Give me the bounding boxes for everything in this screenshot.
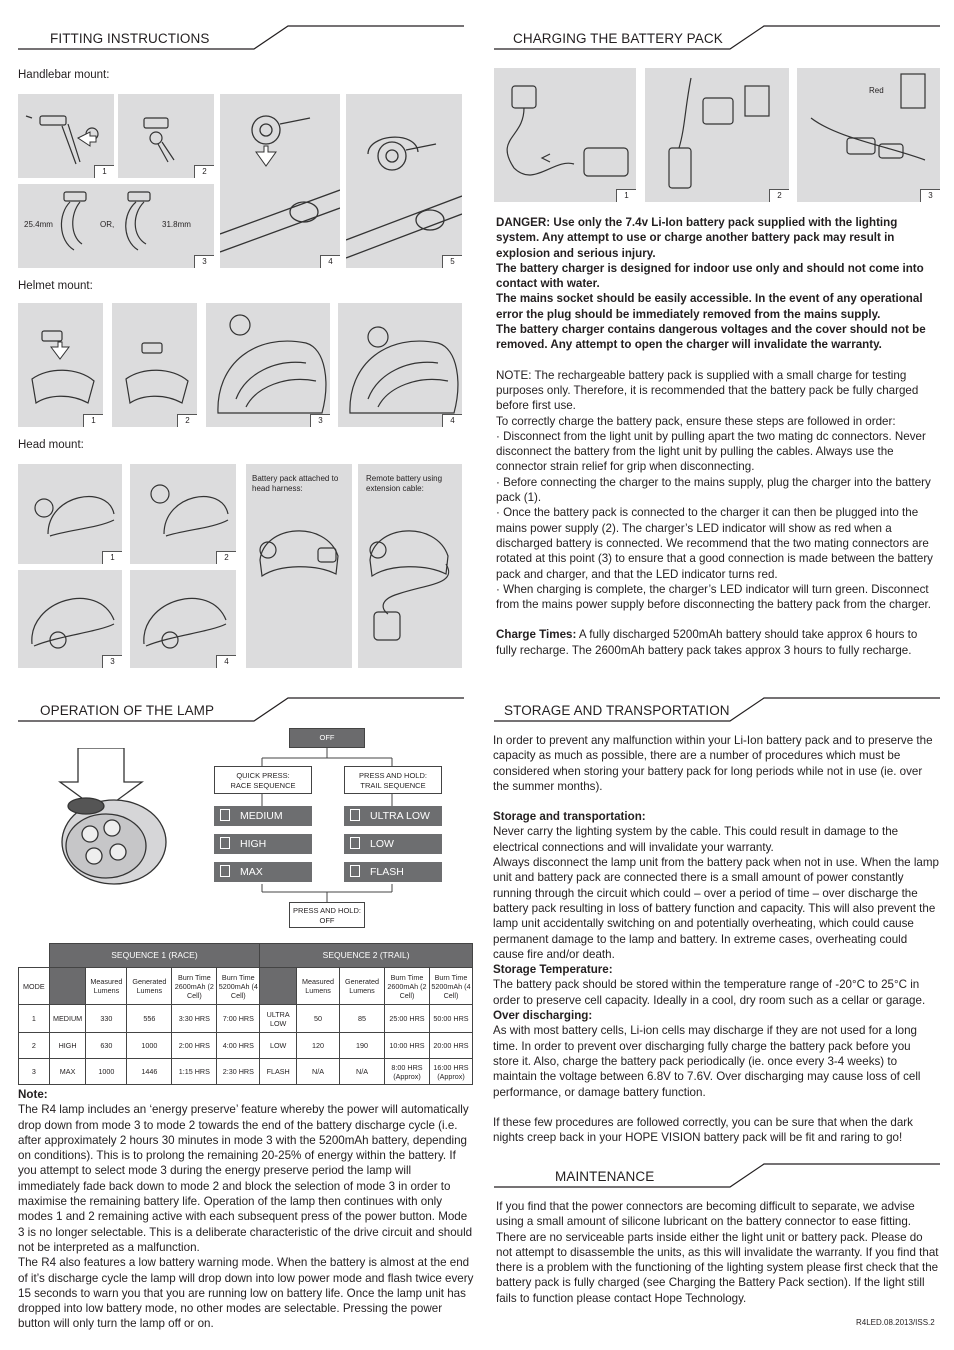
table-cell: 85 xyxy=(340,1005,385,1033)
step-number: 3 xyxy=(920,189,940,202)
storage-subtitle: Storage and transportation: xyxy=(493,810,646,824)
battery-attached-caption: Battery pack attached to head harness: xyxy=(252,474,339,493)
table-cell: 7:00 HRS xyxy=(217,1005,260,1033)
size-label-25: 25.4mm xyxy=(24,220,53,229)
column-header: Generated Lumens xyxy=(340,968,385,1005)
press-icon xyxy=(350,865,360,877)
column-header: Burn Time 2600mAh (2 Cell) xyxy=(172,968,217,1005)
size-label-or: OR, xyxy=(100,220,115,229)
mode-medium: MEDIUM xyxy=(214,806,312,826)
press-icon xyxy=(220,837,230,849)
handlebar-step-1-image xyxy=(18,94,114,178)
table-cell: 50 xyxy=(297,1005,340,1033)
table-cell: 3 xyxy=(19,1059,50,1085)
table-cell: 190 xyxy=(340,1033,385,1059)
mode-high: HIGH xyxy=(214,834,312,854)
table-cell: 1:15 HRS xyxy=(172,1059,217,1085)
column-header: Burn Time 5200mAh (4 Cell) xyxy=(429,968,472,1005)
step-number: 1 xyxy=(102,551,122,564)
section-title: CHARGING THE BATTERY PACK xyxy=(513,31,723,46)
storage-subtitle: Over discharging: xyxy=(493,1009,593,1023)
table-row xyxy=(19,1033,473,1059)
table-cell: 2:30 HRS xyxy=(217,1059,260,1085)
section-title: MAINTENANCE xyxy=(555,1169,655,1184)
step-number: 1 xyxy=(616,189,636,202)
handlebar-label: Handlebar mount: xyxy=(18,69,110,81)
charging-step-1-image xyxy=(494,68,636,202)
step-number: 3 xyxy=(310,414,330,427)
table-cell: 1000 xyxy=(86,1059,127,1085)
table-cell: 3:30 HRS xyxy=(172,1005,217,1033)
step-number: 1 xyxy=(94,165,114,178)
remote-battery-caption: Remote battery using extension cable: xyxy=(366,474,443,493)
column-header: Burn Time 2600mAh (2 Cell) xyxy=(384,968,429,1005)
table-cell: N/A xyxy=(297,1059,340,1085)
column-header xyxy=(260,968,297,1005)
step-number: 4 xyxy=(216,655,236,668)
maintenance-paragraph: If you find that the power connectors are becoming difficult to separate, we advise using a small amount of silicone lubricant on the battery connector to ease fitting. There are no serviceable parts inside either the light unit or battery pack. Please do not attempt to disassemble the units, as this will invalidate the warranty. If you find that there is a problem with the functioning of the lighting system please first check that the battery pack is fully charged (see Charging the Battery Pack section). If the light still fails to function please contact Hope Technology. xyxy=(496,1200,939,1305)
storage-header xyxy=(494,696,940,724)
table-cell: 50:00 HRS xyxy=(429,1005,472,1033)
table-cell: 8:00 HRS (Approx) xyxy=(384,1059,429,1085)
step-number: 2 xyxy=(194,165,214,178)
size-label-31: 31.8mm xyxy=(162,220,191,229)
column-header: Measured Lumens xyxy=(86,968,127,1005)
flow-press-hold: PRESS AND HOLD: TRAIL SEQUENCE xyxy=(344,766,442,794)
table-cell: 556 xyxy=(127,1005,172,1033)
table-cell: 10:00 HRS xyxy=(384,1033,429,1059)
mode-max: MAX xyxy=(214,862,312,882)
remote-battery-image xyxy=(358,464,462,668)
column-header xyxy=(49,968,86,1005)
table-cell: 1 xyxy=(19,1005,50,1033)
danger-text: DANGER: Use only the 7.4v Li-Ion battery pack supplied with the lighting system. Any attempt to use or charge another battery pack may result in explosion and serious injury. xyxy=(496,216,898,260)
charge-times xyxy=(496,627,940,658)
charging-paragraph: · When charging is complete, the charger’s LED indicator will turn green. Disconnect from the mains power supply before disconnecting the battery pack from the charger. xyxy=(496,582,931,612)
table-cell xyxy=(19,944,50,968)
press-icon xyxy=(220,865,230,877)
lamp-illustration xyxy=(50,748,180,888)
fitting-header xyxy=(18,24,464,52)
maintenance-header xyxy=(494,1162,940,1190)
storage-closing: If these few procedures are followed correctly, you can be sure that when the dark nights creep back in your HOPE VISION battery pack will be fit and raring to go! xyxy=(493,1115,913,1145)
table-cell: N/A xyxy=(340,1059,385,1085)
head-step-2-image xyxy=(130,464,236,564)
storage-paragraph: As with most battery cells, Li-ion cells may discharge if they are not used for a long time. In order to prevent over discharging fully charge the battery pack before you store it. Also, charge the battery pack periodically (ie. once every 3-4 weeks) to maintain the voltage between 6.8V to 7.6V. Over discharging may cause loss of cell performance, or damage battery function. xyxy=(493,1024,921,1099)
head-label: Head mount: xyxy=(18,439,84,451)
table-cell: ULTRA LOW xyxy=(260,1005,297,1033)
danger-text: The mains socket should be easily accessible. In the event of any operational error the plug should be immediately removed from the mains supply. xyxy=(496,292,923,321)
table-cell: MEDIUM xyxy=(49,1005,86,1033)
table-row xyxy=(19,1005,473,1033)
column-header: Burn Time 5200mAh (4 Cell) xyxy=(217,968,260,1005)
note-paragraph: The R4 also features a low battery warning mode. When the battery is almost at the end of it’s discharge cycle the lamp will drop down into low power mode and flash twice every 15 seconds to warn you that you are running low on battery life. Once the lamp unit has dropped into low battery mode, no other modes are selectable. Pressing the power button will only turn the lamp off or on. xyxy=(18,1256,474,1331)
operation-note xyxy=(18,1087,474,1332)
charging-paragraph: · Once the battery pack is connected to the charger it can then be plugged into the mains power supply (2). The charger’s LED indicator will show as red when a discharged battery is connected. We recommend that the two mating connectors are rotated at this point (3) to ensure that a good connection is made between the battery pack and charger, and that the LED indicator turns red. xyxy=(496,506,933,581)
document-code: R4LED.08.2013/ISS.2 xyxy=(856,1318,935,1327)
table-cell: 120 xyxy=(297,1033,340,1059)
step-number: 2 xyxy=(177,414,197,427)
table-cell: 330 xyxy=(86,1005,127,1033)
helmet-label: Helmet mount: xyxy=(18,280,93,292)
helmet-step-1-image xyxy=(18,303,103,427)
table-cell: MAX xyxy=(49,1059,86,1085)
flow-quick-press: QUICK PRESS: RACE SEQUENCE xyxy=(214,766,312,794)
step-number: 1 xyxy=(83,414,103,427)
table-cell: LOW xyxy=(260,1033,297,1059)
storage-paragraph: Always disconnect the lamp unit from the battery pack when not in use. When the lamp unit and battery pack are connected there is a small amount of power constantly running through the circuit which could – over a period of time – over discharge the battery pack resulting in loss of battery function and capacity. This will also prevent the lamp unit accidentally switching on and potentially overheating, which could cause permanent damage to the lamp and battery. In extreme cases, overheating could cause fire and/or death. xyxy=(493,856,939,961)
handlebar-step-2-image xyxy=(118,94,214,178)
specs-table xyxy=(18,943,473,1085)
charging-header xyxy=(494,24,940,52)
handlebar-step-4-image xyxy=(220,94,340,268)
charging-paragraph: · Disconnect from the light unit by pulling apart the two mating dc connectors. Never disconnect the battery from the light unit by pulling the cables. Always use the connector strain relief for grip when disconnecting. xyxy=(496,429,926,474)
charge-times-label: Charge Times: xyxy=(496,628,577,642)
red-led-label: Red xyxy=(869,86,884,95)
seq2-header: SEQUENCE 2 (TRAIL) xyxy=(260,944,473,968)
head-step-4-image xyxy=(130,570,236,668)
mode-flash: FLASH xyxy=(344,862,442,882)
table-cell: 1446 xyxy=(127,1059,172,1085)
step-number: 4 xyxy=(442,414,462,427)
table-cell: 1000 xyxy=(127,1033,172,1059)
column-header: MODE xyxy=(19,968,50,1005)
storage-subtitle: Storage Temperature: xyxy=(493,963,613,977)
maintenance-text xyxy=(496,1199,940,1306)
section-title: STORAGE AND TRANSPORTATION xyxy=(504,703,730,718)
head-step-3-image xyxy=(18,570,122,668)
charging-paragraph: To correctly charge the battery pack, ensure these steps are followed in order: xyxy=(496,414,896,428)
table-cell: 2:00 HRS xyxy=(172,1033,217,1059)
storage-intro: In order to prevent any malfunction within your Li-Ion battery pack and to preserve the capacity as much as possible, there are a number of procedures which must be considered when storing your battery pack for long periods while not in use (ie. over the summer months). xyxy=(493,734,933,793)
table-cell: 20:00 HRS xyxy=(429,1033,472,1059)
step-number: 2 xyxy=(769,189,789,202)
handlebar-step-5-image xyxy=(346,94,462,268)
flow-off: OFF xyxy=(289,728,365,748)
table-cell: 25:00 HRS xyxy=(384,1005,429,1033)
handlebar-step-3-image xyxy=(18,184,214,268)
flow-press-hold-off: PRESS AND HOLD: OFF xyxy=(289,902,365,928)
step-number: 4 xyxy=(320,255,340,268)
column-header: Generated Lumens xyxy=(127,968,172,1005)
column-header: Measured Lumens xyxy=(297,968,340,1005)
mode-ultra-low: ULTRA LOW xyxy=(344,806,442,826)
step-number: 2 xyxy=(216,551,236,564)
step-number: 3 xyxy=(194,255,214,268)
helmet-step-4-image xyxy=(338,303,462,427)
mode-low: LOW xyxy=(344,834,442,854)
storage-text xyxy=(493,733,939,1145)
step-number: 5 xyxy=(442,255,462,268)
note-title: Note: xyxy=(18,1088,48,1101)
table-cell: 2 xyxy=(19,1033,50,1059)
danger-text: The battery charger contains dangerous voltages and the cover should not be removed. Any attempt to open the charger will invalidate the warranty. xyxy=(496,323,926,352)
table-row xyxy=(19,968,473,1005)
press-icon xyxy=(350,809,360,821)
battery-attached-image xyxy=(246,464,352,668)
charging-paragraph: NOTE: The rechargeable battery pack is supplied with a small charge for testing purposes only. Therefore, it is recommended that the battery pack be fully charged before first use. xyxy=(496,368,919,413)
charging-step-3-image xyxy=(797,68,940,202)
charging-text xyxy=(496,215,940,658)
charging-step-2-image xyxy=(645,68,789,202)
note-paragraph: The R4 lamp includes an ‘energy preserve’ feature whereby the power will automatically drop down from mode 3 to mode 2 towards the end of the battery discharge cycle (i.e. after approximately 2 hours 30 minutes in mode 3 with the 5200mAh battery, depending on conditions). This is to prolong the remaining 20-25% of energy within the battery. If you attempt to select mode 3 during the energy preserve period the lamp will immediately fade back down to mode 2 and block the selection of mode 3 in order to maximise the remaining battery life. Operation of the lamp then continues with only modes 1 and 2 remaining active with each subsequent press of the power button. Mode 3 is no longer selectable. This is a deliberate characteristic of the drive circuit and should not be interpreted as a malfunction. xyxy=(18,1103,473,1254)
step-number: 3 xyxy=(102,655,122,668)
table-cell: HIGH xyxy=(49,1033,86,1059)
operation-header xyxy=(18,696,464,724)
table-cell: 16:00 HRS (Approx) xyxy=(429,1059,472,1085)
danger-text: The battery charger is designed for indoor use only and should not come into contact with water. xyxy=(496,261,924,291)
helmet-step-3-image xyxy=(206,303,330,427)
head-step-1-image xyxy=(18,464,122,564)
section-title: OPERATION OF THE LAMP xyxy=(40,703,215,718)
table-row xyxy=(19,1059,473,1085)
helmet-step-2-image xyxy=(112,303,197,427)
table-cell: 630 xyxy=(86,1033,127,1059)
charge-times-text: A fully discharged 5200mAh battery should take approx 6 hours to fully recharge. The 2600mAh battery pack takes approx 3 hours to fully recharge. xyxy=(496,628,918,657)
press-icon xyxy=(350,837,360,849)
section-title: FITTING INSTRUCTIONS xyxy=(50,31,210,46)
storage-paragraph: Never carry the lighting system by the cable. This could result in damage to the electrical connections and will invalidate your warranty. xyxy=(493,825,899,854)
table-cell: 4:00 HRS xyxy=(217,1033,260,1059)
press-icon xyxy=(220,809,230,821)
storage-paragraph: The battery pack should be stored within the temperature range of -20°C to 25°C in order to preserve cell capacity. Ideally in a cool, dry room such as a cellar or garage. xyxy=(493,978,926,1007)
seq1-header: SEQUENCE 1 (RACE) xyxy=(49,944,260,968)
table-cell: FLASH xyxy=(260,1059,297,1085)
charging-paragraph: · Before connecting the charger to the mains supply, plug the charger into the battery pack (1). xyxy=(496,475,931,505)
flow-connectors xyxy=(200,728,460,928)
table-row xyxy=(19,944,473,968)
